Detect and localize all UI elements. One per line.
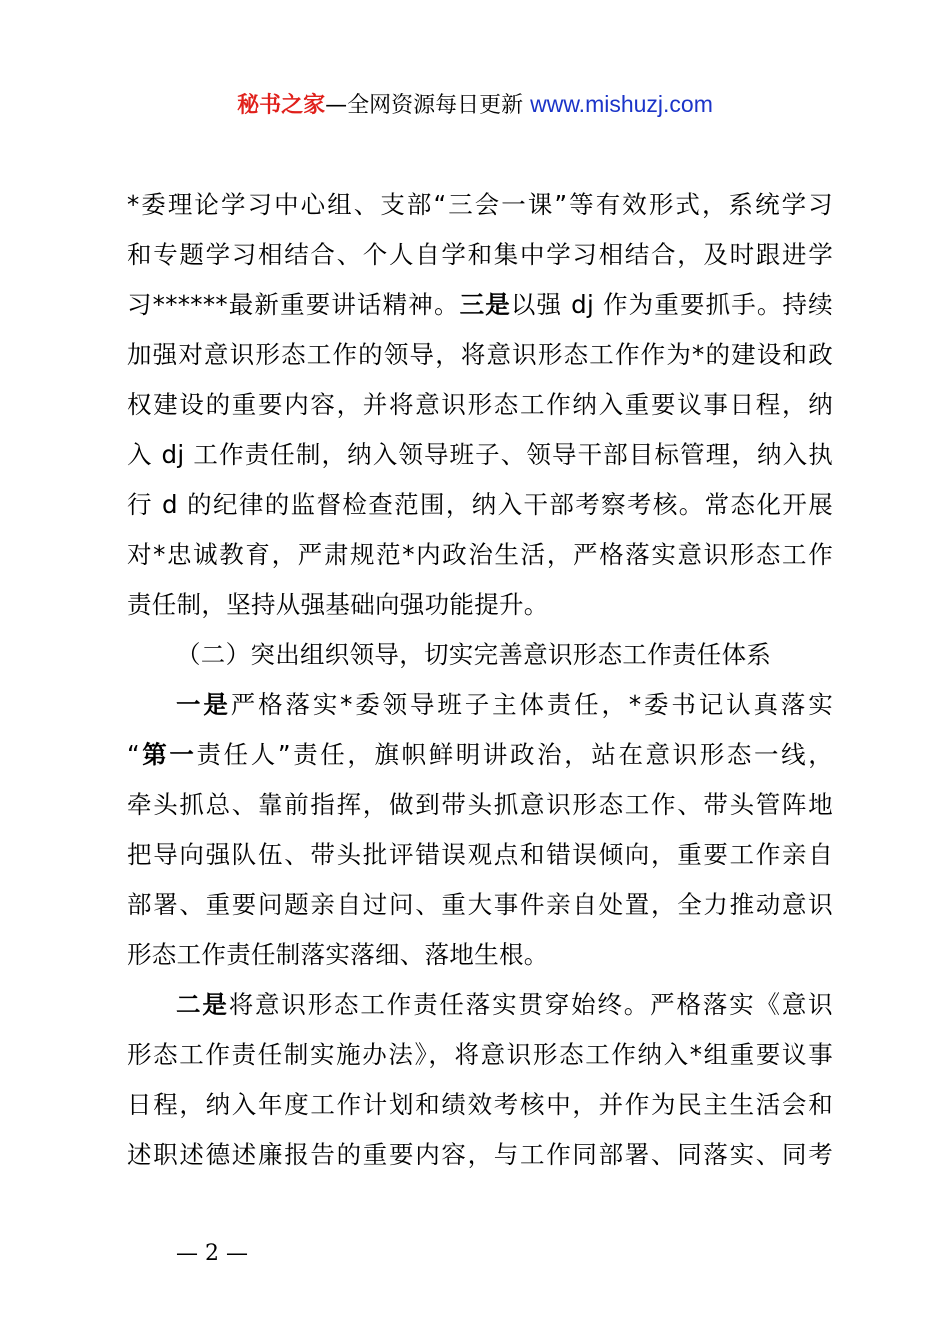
paragraph-line: 入 dj 工作责任制，纳入领导班子、领导干部目标管理，纳入执	[127, 440, 833, 469]
paragraph-line: 形态工作责任制落实落细、落地生根。	[127, 940, 549, 969]
paragraph-line: 对*忠诚教育，严肃规范*内政治生活，严格落实意识形态工作	[127, 540, 833, 569]
bold-marker: 二是	[176, 990, 229, 1019]
page-number: — 2 —	[176, 1241, 248, 1266]
paragraph-line: 把导向强队伍、带头批评错误观点和错误倾向，重要工作亲自	[127, 840, 833, 869]
paragraph-line: 加强对意识形态工作的领导，将意识形态工作作为*的建设和政	[127, 340, 833, 369]
paragraph-line: “第一责任人”责任，旗帜鲜明讲政治，站在意识形态一线，	[127, 740, 833, 769]
paragraph-line: 日程，纳入年度工作计划和绩效考核中，并作为民主生活会和	[127, 1090, 833, 1119]
bold-marker: 三是	[459, 290, 511, 319]
paragraph-line: 责任制，坚持从强基础向强功能提升。	[127, 590, 549, 619]
paragraph-line: 习******最新重要讲话精神。三是以强 dj 作为重要抓手。持续	[127, 290, 833, 319]
site-tagline: —全网资源每日更新	[325, 93, 531, 118]
paragraph-line: 一是严格落实*委领导班子主体责任，*委书记认真落实	[176, 690, 833, 719]
paragraph-line: 牵头抓总、靠前指挥，做到带头抓意识形态工作、带头管阵地	[127, 790, 833, 819]
site-url[interactable]: www.mishuzj.com	[530, 91, 713, 117]
site-brand: 秘书之家	[237, 93, 326, 118]
paragraph-line: 形态工作责任制实施办法》，将意识形态工作纳入*组重要议事	[127, 1040, 833, 1069]
document-body	[127, 180, 833, 1180]
bold-marker: 一是	[176, 690, 231, 719]
paragraph-line: *委理论学习中心组、支部“三会一课”等有效形式，系统学习	[127, 190, 833, 219]
paragraph-line: 二是将意识形态工作责任落实贯穿始终。严格落实《意识	[176, 990, 833, 1019]
section-heading: （二）突出组织领导，切实完善意识形态工作责任体系	[176, 640, 772, 669]
paragraph-line: 权建设的重要内容，并将意识形态工作纳入重要议事日程，纳	[127, 390, 833, 419]
paragraph-line: 和专题学习相结合、个人自学和集中学习相结合，及时跟进学	[127, 240, 833, 269]
site-header	[0, 86, 950, 124]
paragraph-line: 述职述德述廉报告的重要内容，与工作同部署、同落实、同考	[127, 1140, 833, 1169]
paragraph-line: 部署、重要问题亲自过问、重大事件亲自处置，全力推动意识	[127, 890, 833, 919]
bold-marker: 第一	[140, 740, 197, 769]
paragraph-line: 行 d 的纪律的监督检查范围，纳入干部考察考核。常态化开展	[127, 490, 833, 519]
